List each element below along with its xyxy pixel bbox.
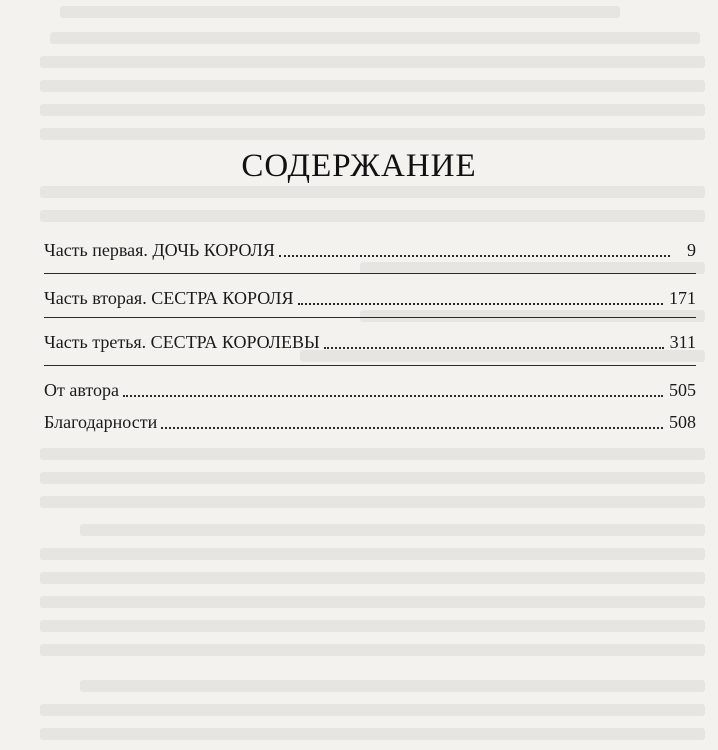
toc-entry-page-number: 171 bbox=[669, 288, 696, 308]
dot-leader bbox=[279, 255, 670, 257]
toc-entry bbox=[44, 330, 696, 354]
toc-entry-label: Благодарности bbox=[44, 412, 158, 432]
dot-leader bbox=[298, 303, 663, 305]
toc-entry bbox=[44, 378, 696, 402]
dot-leader bbox=[123, 395, 663, 397]
separator-rule bbox=[44, 273, 696, 274]
toc-entry bbox=[44, 286, 696, 310]
dot-leader bbox=[161, 427, 663, 429]
toc-entry-label: От автора bbox=[44, 380, 120, 400]
page-title: СОДЕРЖАНИЕ bbox=[241, 148, 477, 184]
separator-rule bbox=[44, 365, 696, 366]
toc-entry bbox=[44, 410, 696, 434]
separator-rule bbox=[44, 317, 696, 318]
toc-entry-page-number: 505 bbox=[669, 380, 696, 400]
toc-entry-label: Часть первая. ДОЧЬ КОРОЛЯ bbox=[44, 240, 275, 260]
dot-leader bbox=[324, 347, 664, 349]
toc-entry-label: Часть третья. СЕСТРА КОРОЛЕВЫ bbox=[44, 332, 320, 352]
toc-entry-page-number: 508 bbox=[669, 412, 696, 432]
toc-entry-page-number: 9 bbox=[687, 240, 696, 260]
toc-entry bbox=[44, 238, 696, 262]
toc-entry-label: Часть вторая. СЕСТРА КОРОЛЯ bbox=[44, 288, 294, 308]
toc-entry-page-number: 311 bbox=[669, 332, 696, 352]
